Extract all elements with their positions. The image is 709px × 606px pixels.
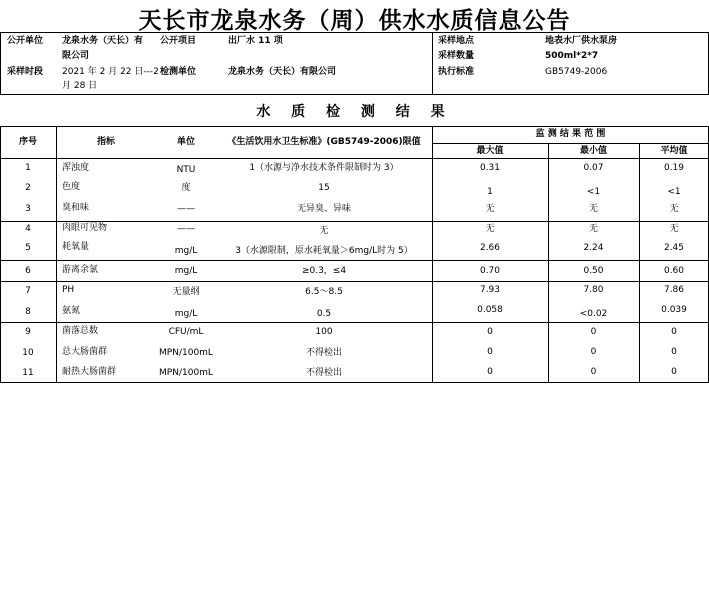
sample-period-value-cont: 月 28 日 (62, 81, 98, 91)
row-6-max: 0.70 (479, 266, 501, 276)
section-title: 水 质 检 测 结 果 (256, 104, 453, 120)
row-11-avg: 0 (671, 367, 677, 377)
row-5-limit: 3（水源限制，原水耗氧量＞6mg/L时为 5） (235, 246, 413, 256)
sample-site-value: 地表水厂供水泵房 (545, 36, 618, 46)
row-7-avg: 7.86 (663, 285, 685, 295)
sample-qty-value: 500ml*2*7 (545, 51, 599, 61)
range-header-divider (432, 143, 709, 144)
row-10-unit: MPN/100mL (159, 348, 213, 358)
sample-qty-label: 采样数量 (438, 51, 475, 61)
row-5-seq: 5 (25, 243, 31, 253)
header-range: 监 测 结 果 范 围 (535, 129, 606, 139)
standard-label: 执行标准 (438, 67, 475, 77)
row-3-max: 无 (485, 204, 495, 214)
row-4-min: 无 (588, 224, 598, 234)
header-seq: 序号 (18, 137, 37, 147)
row-7-limit: 6.5～8.5 (305, 287, 343, 297)
row-5-name: 耗氧量 (62, 242, 90, 252)
header-min: 最小值 (579, 146, 607, 156)
header-avg: 平均值 (660, 146, 688, 156)
row-11-min: 0 (590, 367, 597, 377)
sample-period-value: 2021 年 2 月 22 日---2 (62, 67, 159, 77)
row-10-name: 总大肠菌群 (62, 347, 108, 357)
row-11-unit: MPN/100mL (159, 368, 213, 378)
row-10-seq: 10 (22, 348, 34, 358)
row-10-limit: 不得检出 (305, 348, 342, 358)
row-8-seq: 8 (25, 307, 31, 317)
pub-unit-label: 公开单位 (7, 36, 44, 46)
standard-value: GB5749-2006 (545, 67, 608, 77)
row-2-unit: 度 (181, 183, 191, 193)
row-4-max: 无 (485, 224, 495, 234)
row-1-name: 浑浊度 (62, 163, 90, 173)
group-divider-1 (0, 221, 709, 222)
page-title: 天长市龙泉水务（周）供水水质信息公告 (138, 7, 571, 34)
row-2-limit: 15 (318, 183, 330, 193)
info-left-border (0, 32, 1, 94)
row-6-limit: ≥0.3，≤4 (301, 266, 347, 276)
row-6-min: 0.50 (583, 266, 604, 276)
row-8-min: <0.02 (579, 309, 608, 319)
group-divider-4 (0, 322, 709, 323)
row-4-seq: 4 (25, 224, 31, 234)
row-9-name: 菌落总数 (62, 326, 99, 336)
row-9-max: 0 (487, 327, 493, 337)
row-9-avg: 0 (671, 327, 677, 337)
row-6-name: 游离余氯 (62, 265, 99, 275)
header-unit: 单位 (176, 137, 195, 147)
row-1-limit: 1（水源与净水技术条件限制时为 3） (249, 163, 399, 173)
row-1-seq: 1 (25, 163, 31, 173)
row-8-name: 氨氮 (62, 306, 81, 316)
row-7-unit: 无量纲 (172, 287, 200, 297)
row-5-min: 2.24 (583, 243, 604, 253)
group-divider-2 (0, 260, 709, 261)
pub-item-value: 出厂水 11 项 (228, 36, 283, 46)
row-7-seq: 7 (25, 286, 31, 296)
row-5-avg: 2.45 (663, 243, 685, 253)
row-10-max: 0 (487, 347, 493, 357)
row-9-min: 0 (590, 327, 597, 337)
row-3-min: 无 (588, 204, 598, 214)
row-3-limit: 无异臭、异味 (296, 204, 351, 214)
row-4-unit: —— (177, 224, 195, 234)
info-divider (432, 32, 433, 94)
row-8-avg: 0.039 (661, 305, 687, 315)
row-7-max: 7.93 (479, 285, 501, 295)
row-11-seq: 11 (22, 368, 34, 378)
row-9-unit: CFU/mL (168, 327, 204, 337)
row-9-seq: 9 (25, 327, 31, 337)
header-max: 最大值 (476, 146, 504, 156)
row-2-max: 1 (487, 187, 493, 197)
row-7-name: PH (62, 285, 75, 295)
row-3-name: 臭和味 (62, 203, 90, 213)
row-8-unit: mg/L (174, 309, 198, 319)
sample-site-label: 采样地点 (438, 36, 475, 46)
row-3-avg: 无 (669, 204, 679, 214)
pub-item-label: 公开项目 (160, 36, 197, 46)
row-2-name: 色度 (62, 182, 81, 192)
row-10-min: 0 (590, 347, 597, 357)
row-1-min: 0.07 (583, 163, 604, 173)
row-3-seq: 3 (25, 204, 31, 214)
row-1-unit: NTU (176, 165, 196, 175)
row-1-max: 0.31 (479, 163, 501, 173)
info-bottom-border (0, 94, 709, 95)
row-11-name: 耐热大肠菌群 (62, 367, 117, 377)
row-6-unit: mg/L (174, 266, 198, 276)
group-divider-3 (0, 281, 709, 282)
row-6-avg: 0.60 (663, 266, 685, 276)
row-2-min: <1 (586, 187, 601, 197)
header-limit: 《生活饮用水卫生标准》(GB5749-2006)限值 (227, 137, 421, 147)
row-3-unit: —— (177, 204, 195, 214)
row-8-max: 0.058 (477, 305, 503, 315)
row-5-unit: mg/L (174, 246, 198, 256)
table-top-border (0, 126, 709, 127)
sample-period-label: 采样时段 (7, 67, 44, 77)
info-top-border (0, 32, 709, 33)
row-4-limit: 无 (319, 226, 329, 236)
header-indicator: 指标 (96, 137, 115, 147)
col-line-1 (56, 126, 57, 382)
row-2-avg: <1 (667, 187, 681, 197)
test-unit-value: 龙泉水务（天长）有限公司 (228, 67, 337, 77)
row-9-limit: 100 (315, 327, 333, 337)
row-6-seq: 6 (25, 266, 31, 276)
test-unit-label: 检测单位 (160, 67, 197, 77)
table-bottom-border (0, 382, 709, 383)
row-2-seq: 2 (25, 183, 31, 193)
header-bottom-border (0, 158, 709, 159)
row-1-avg: 0.19 (663, 163, 685, 173)
pub-unit-value: 龙泉水务（天长）有 (62, 36, 144, 46)
row-11-max: 0 (487, 367, 493, 377)
row-7-min: 7.80 (583, 285, 604, 295)
pub-unit-value-cont: 限公司 (62, 51, 90, 61)
row-4-avg: 无 (669, 224, 679, 234)
row-8-limit: 0.5 (316, 309, 332, 319)
row-5-max: 2.66 (479, 243, 501, 253)
row-4-name: 肉眼可见物 (62, 223, 108, 233)
row-11-limit: 不得检出 (305, 368, 342, 378)
row-10-avg: 0 (671, 347, 677, 357)
